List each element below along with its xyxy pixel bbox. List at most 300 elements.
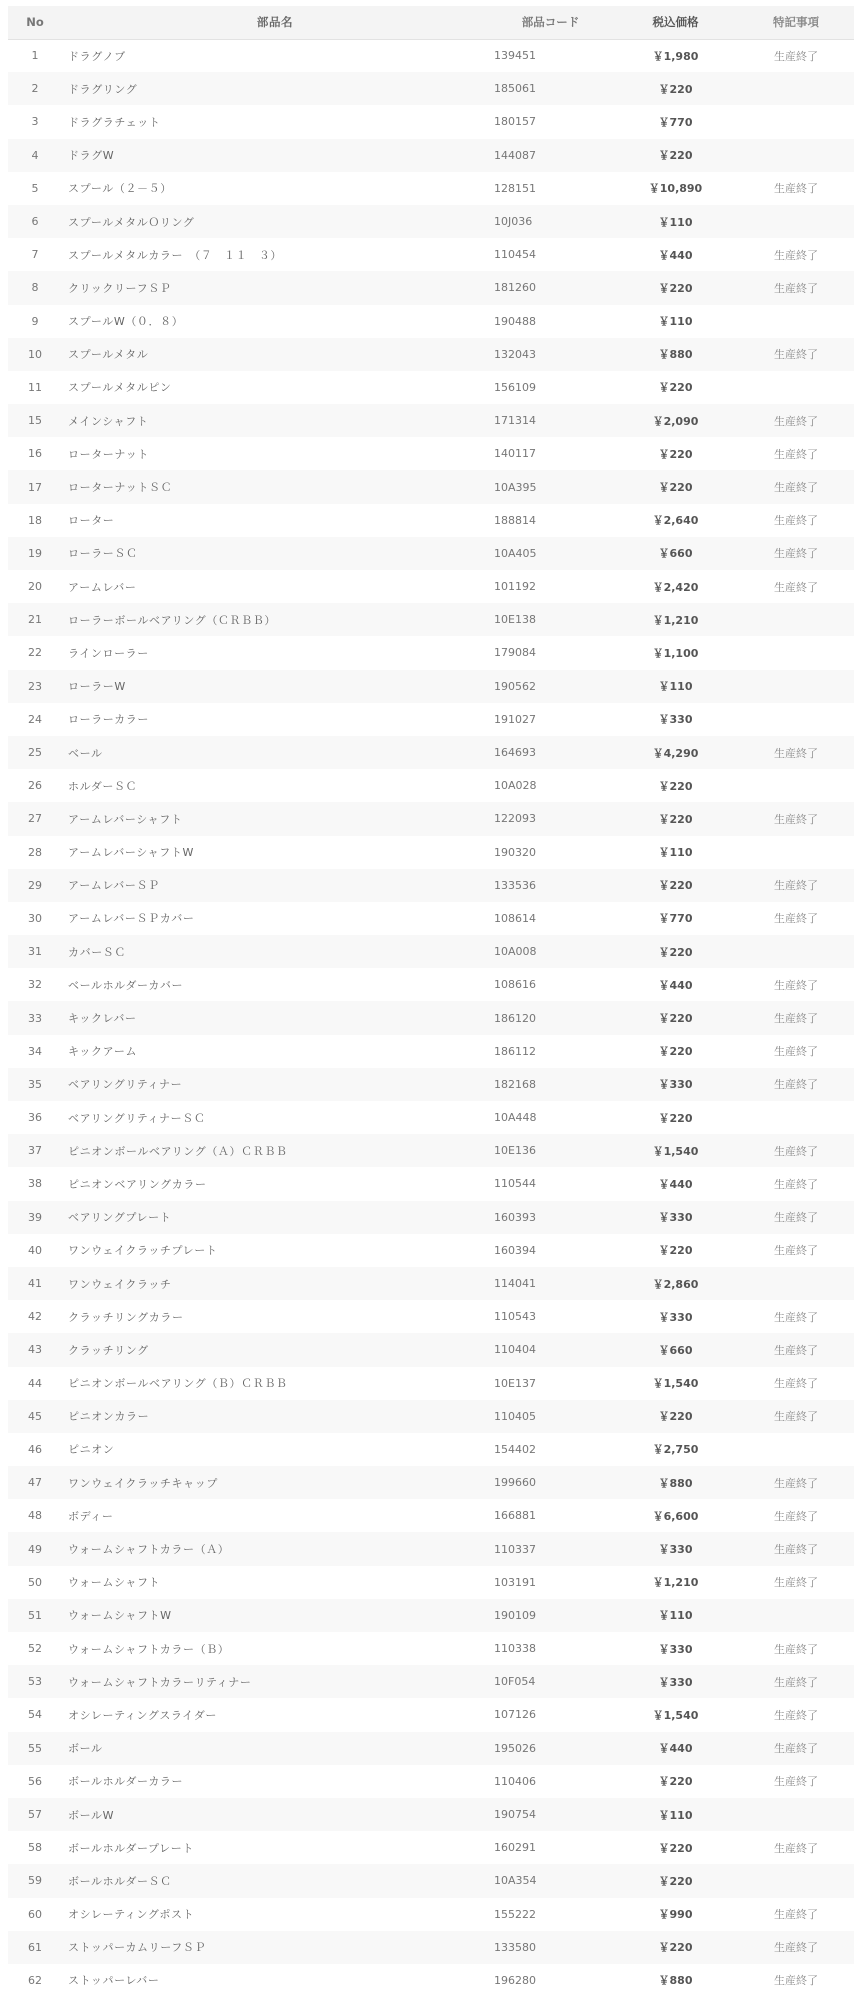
cell-part-code: 110404	[494, 1343, 536, 1357]
cell-price: ￥440	[658, 978, 693, 992]
cell-no: 8	[31, 281, 39, 295]
cell-part-code: 10A405	[494, 546, 537, 560]
cell-part-name: ストッパーカムリーフＳＰ	[68, 1941, 207, 1955]
cell-price: ￥330	[658, 713, 693, 727]
cell-part-name: クリックリーフＳＰ	[68, 281, 172, 295]
cell-part-code: 166881	[494, 1509, 536, 1523]
cell-part-code: 10F054	[494, 1675, 536, 1689]
cell-note: 生産終了	[774, 978, 818, 992]
cell-part-code: 108614	[494, 911, 536, 925]
table-row	[8, 570, 854, 603]
cell-note	[738, 371, 854, 404]
cell-note	[738, 1599, 854, 1632]
cell-price: ￥330	[658, 1211, 693, 1225]
cell-no: 1	[31, 49, 39, 63]
cell-part-name: ベールホルダーカバー	[68, 978, 184, 992]
cell-price: ￥6,600	[652, 1509, 699, 1523]
table-row	[8, 1068, 854, 1101]
cell-note	[738, 703, 854, 736]
table-row	[8, 271, 854, 304]
table-row	[8, 39, 854, 72]
cell-part-name: ベアリングリティナーＳＣ	[68, 1111, 206, 1125]
cell-no: 53	[28, 1675, 42, 1689]
cell-price: ￥990	[658, 1908, 693, 1922]
cell-price: ￥440	[658, 1177, 693, 1191]
cell-note	[738, 935, 854, 968]
cell-no: 20	[28, 580, 42, 594]
table-row	[8, 504, 854, 537]
parts-table	[8, 6, 854, 1997]
cell-part-code: 110454	[494, 248, 536, 262]
cell-price: ￥2,860	[652, 1277, 699, 1291]
table-row	[8, 836, 854, 869]
cell-note: 生産終了	[774, 1775, 818, 1789]
cell-part-name: ローラーＳＣ	[68, 547, 138, 561]
cell-price: ￥110	[658, 1808, 693, 1822]
cell-note: 生産終了	[774, 1410, 818, 1424]
header-note: 特記事項	[738, 6, 854, 39]
cell-part-name: オシレーティングポスト	[68, 1908, 195, 1922]
cell-note: 生産終了	[774, 1377, 818, 1391]
table-row	[8, 1001, 854, 1034]
cell-part-code: 191027	[494, 712, 536, 726]
cell-price: ￥880	[658, 1974, 693, 1988]
cell-part-code: 144087	[494, 148, 536, 162]
table-row	[8, 1499, 854, 1532]
cell-no: 50	[28, 1575, 42, 1589]
cell-part-name: ピニオンボールベアリング（Ａ）ＣＲＢＢ	[68, 1144, 288, 1158]
cell-no: 36	[28, 1111, 42, 1125]
cell-part-code: 10E138	[494, 613, 536, 627]
cell-part-code: 180157	[494, 115, 536, 129]
cell-part-name: アームレバー	[68, 580, 137, 594]
cell-part-code: 154402	[494, 1442, 536, 1456]
cell-price: ￥4,290	[652, 746, 699, 760]
cell-no: 38	[28, 1177, 42, 1191]
cell-price: ￥770	[658, 912, 693, 926]
cell-price: ￥1,980	[652, 49, 699, 63]
cell-price: ￥330	[658, 1543, 693, 1557]
cell-part-code: 156109	[494, 380, 536, 394]
table-row	[8, 1831, 854, 1864]
cell-price: ￥660	[658, 1343, 693, 1357]
cell-part-name: ボールホルダーＳＣ	[68, 1874, 172, 1888]
cell-price: ￥110	[658, 1609, 693, 1623]
table-row	[8, 437, 854, 470]
cell-part-code: 155222	[494, 1907, 536, 1921]
cell-note: 生産終了	[774, 879, 818, 893]
table-row	[8, 1367, 854, 1400]
table-row	[8, 1632, 854, 1665]
table-row	[8, 404, 854, 437]
cell-part-code: 190562	[494, 679, 536, 693]
cell-note: 生産終了	[774, 1144, 818, 1158]
table-row	[8, 537, 854, 570]
cell-part-name: ピニオンベアリングカラー	[68, 1177, 207, 1191]
table-row	[8, 1765, 854, 1798]
table-row	[8, 1898, 854, 1931]
cell-note	[738, 1433, 854, 1466]
table-row	[8, 371, 854, 404]
cell-price: ￥220	[658, 281, 693, 295]
cell-no: 26	[28, 779, 42, 793]
table-row	[8, 205, 854, 238]
cell-no: 7	[31, 248, 39, 262]
table-row	[8, 1532, 854, 1565]
table-row	[8, 902, 854, 935]
cell-note: 生産終了	[774, 1543, 818, 1557]
cell-note	[738, 1798, 854, 1831]
cell-price: ￥330	[658, 1642, 693, 1656]
cell-price: ￥220	[658, 1012, 693, 1026]
cell-part-code: 10J036	[494, 215, 533, 229]
cell-note: 生産終了	[774, 1177, 818, 1191]
table-row	[8, 1134, 854, 1167]
cell-note: 生産終了	[774, 414, 818, 428]
cell-no: 44	[28, 1376, 42, 1390]
cell-part-name: スプールメタルカラー （７ １１ ３）	[68, 248, 283, 262]
cell-part-name: ウォームシャフトカラー（Ｂ）	[68, 1642, 230, 1656]
table-row	[8, 769, 854, 802]
cell-note: 生産終了	[774, 1509, 818, 1523]
cell-part-name: スプールメタルピン	[68, 381, 172, 395]
cell-no: 55	[28, 1741, 42, 1755]
table-row	[8, 703, 854, 736]
table-row	[8, 1234, 854, 1267]
cell-note: 生産終了	[774, 1012, 818, 1026]
cell-part-code: 182168	[494, 1077, 536, 1091]
table-row	[8, 1599, 854, 1632]
cell-no: 22	[28, 646, 42, 660]
cell-price: ￥440	[658, 248, 693, 262]
table-row	[8, 1698, 854, 1731]
cell-note: 生産終了	[774, 1045, 818, 1059]
cell-no: 31	[28, 945, 42, 959]
cell-no: 40	[28, 1243, 42, 1257]
cell-part-code: 190488	[494, 314, 536, 328]
cell-part-code: 110543	[494, 1310, 536, 1324]
cell-note: 生産終了	[774, 481, 818, 495]
cell-price: ￥10,890	[648, 182, 703, 196]
cell-part-name: ボール	[68, 1742, 103, 1756]
table-row	[8, 1931, 854, 1964]
cell-note: 生産終了	[774, 1576, 818, 1590]
table-row	[8, 1732, 854, 1765]
cell-price: ￥220	[658, 1775, 693, 1789]
cell-note	[738, 603, 854, 636]
cell-part-code: 110405	[494, 1409, 536, 1423]
cell-part-code: 186112	[494, 1044, 536, 1058]
cell-no: 33	[28, 1011, 42, 1025]
cell-note: 生産終了	[774, 182, 818, 196]
cell-note: 生産終了	[774, 580, 818, 594]
table-row	[8, 1466, 854, 1499]
header-row	[8, 6, 854, 39]
table-row	[8, 1300, 854, 1333]
cell-part-code: 188814	[494, 513, 536, 527]
cell-part-code: 186120	[494, 1011, 536, 1025]
table-row	[8, 338, 854, 371]
cell-price: ￥220	[658, 779, 693, 793]
cell-no: 59	[28, 1874, 42, 1888]
cell-price: ￥220	[658, 1941, 693, 1955]
cell-no: 49	[28, 1542, 42, 1556]
table-row	[8, 1201, 854, 1234]
cell-part-name: スプール（２－５）	[68, 182, 172, 196]
table-row	[8, 802, 854, 835]
table-row	[8, 1665, 854, 1698]
cell-note	[738, 836, 854, 869]
cell-price: ￥220	[658, 1045, 693, 1059]
cell-note: 生産終了	[774, 248, 818, 262]
cell-no: 2	[31, 82, 39, 96]
table-row	[8, 1267, 854, 1300]
cell-no: 60	[28, 1907, 42, 1921]
cell-no: 16	[28, 447, 42, 461]
cell-price: ￥330	[658, 1310, 693, 1324]
cell-no: 3	[31, 115, 39, 129]
cell-note	[738, 769, 854, 802]
cell-part-name: ウォームシャフトカラー（Ａ）	[68, 1543, 230, 1557]
cell-note: 生産終了	[774, 1211, 818, 1225]
cell-note: 生産終了	[774, 1974, 818, 1988]
cell-no: 21	[28, 613, 42, 627]
cell-price: ￥2,420	[652, 580, 699, 594]
cell-no: 6	[31, 215, 39, 229]
cell-no: 23	[28, 679, 42, 693]
cell-price: ￥220	[658, 481, 693, 495]
cell-part-code: 185061	[494, 82, 536, 96]
cell-price: ￥220	[658, 381, 693, 395]
cell-no: 62	[28, 1973, 42, 1987]
cell-part-code: 171314	[494, 414, 536, 428]
cell-note: 生産終了	[774, 1642, 818, 1656]
cell-part-code: 140117	[494, 447, 536, 461]
cell-price: ￥110	[658, 215, 693, 229]
cell-part-name: スプールメタル	[68, 348, 149, 362]
header-part-code: 部品コード	[488, 6, 613, 39]
cell-part-name: クラッチリングカラー	[68, 1310, 184, 1324]
cell-no: 17	[28, 480, 42, 494]
header-part-name: 部品名	[62, 6, 488, 39]
table-header	[8, 6, 854, 39]
cell-note	[738, 670, 854, 703]
cell-price: ￥2,090	[652, 414, 699, 428]
cell-no: 35	[28, 1077, 42, 1091]
cell-price: ￥220	[658, 447, 693, 461]
cell-part-name: ワンウェイクラッチ	[68, 1277, 172, 1291]
cell-no: 10	[28, 347, 42, 361]
cell-price: ￥220	[658, 1244, 693, 1258]
cell-note: 生産終了	[774, 1476, 818, 1490]
cell-part-name: ピニオンカラー	[68, 1410, 150, 1424]
cell-price: ￥220	[658, 879, 693, 893]
cell-part-name: ベアリングプレート	[68, 1211, 172, 1225]
cell-note: 生産終了	[774, 447, 818, 461]
cell-part-name: ワンウェイクラッチプレート	[68, 1244, 218, 1258]
cell-note: 生産終了	[774, 1310, 818, 1324]
cell-part-name: ボールホルダープレート	[68, 1841, 194, 1855]
cell-part-name: アームレバーＳＰカバー	[68, 912, 195, 926]
cell-note: 生産終了	[774, 1244, 818, 1258]
table-row	[8, 1864, 854, 1897]
cell-note: 生産終了	[774, 547, 818, 561]
cell-price: ￥330	[658, 1078, 693, 1092]
cell-no: 11	[28, 380, 42, 394]
cell-part-code: 196280	[494, 1973, 536, 1987]
cell-note: 生産終了	[774, 1841, 818, 1855]
cell-price: ￥1,210	[652, 613, 699, 627]
cell-part-name: ウォームシャフトW	[68, 1609, 172, 1623]
cell-part-code: 110544	[494, 1177, 536, 1191]
cell-price: ￥880	[658, 1476, 693, 1490]
cell-part-code: 10A354	[494, 1874, 537, 1888]
cell-part-code: 110338	[494, 1642, 536, 1656]
cell-part-code: 133580	[494, 1940, 536, 1954]
cell-part-name: ボールW	[68, 1808, 115, 1822]
table-row	[8, 1433, 854, 1466]
cell-price: ￥220	[658, 149, 693, 163]
cell-no: 45	[28, 1409, 42, 1423]
cell-no: 27	[28, 812, 42, 826]
cell-no: 61	[28, 1940, 42, 1954]
cell-part-name: ドラグリング	[68, 82, 138, 96]
cell-note: 生産終了	[774, 281, 818, 295]
cell-price: ￥660	[658, 547, 693, 561]
cell-part-name: ローターナット	[68, 447, 149, 461]
cell-note: 生産終了	[774, 1343, 818, 1357]
cell-price: ￥220	[658, 1874, 693, 1888]
cell-note: 生産終了	[774, 1908, 818, 1922]
cell-part-name: ローラーカラー	[68, 713, 149, 727]
cell-part-name: ウォームシャフト	[68, 1576, 161, 1590]
cell-price: ￥1,210	[652, 1576, 699, 1590]
cell-part-name: ローターナットＳＣ	[68, 481, 173, 495]
cell-price: ￥880	[658, 348, 693, 362]
cell-note: 生産終了	[774, 812, 818, 826]
table-row	[8, 1101, 854, 1134]
cell-no: 52	[28, 1642, 42, 1656]
cell-part-code: 122093	[494, 812, 536, 826]
cell-part-name: アームレバーＳＰ	[68, 879, 160, 893]
cell-part-code: 133536	[494, 878, 536, 892]
cell-part-code: 190109	[494, 1608, 536, 1622]
cell-part-name: ピニオンボールベアリング（Ｂ）ＣＲＢＢ	[68, 1377, 288, 1391]
cell-note	[738, 636, 854, 669]
cell-price: ￥220	[658, 1410, 693, 1424]
cell-part-code: 128151	[494, 181, 536, 195]
cell-part-name: ボールホルダーカラー	[68, 1775, 184, 1789]
cell-part-code: 190320	[494, 845, 536, 859]
cell-part-code: 139451	[494, 49, 536, 63]
cell-price: ￥110	[658, 680, 693, 694]
cell-part-name: ベール	[68, 746, 103, 760]
table-row	[8, 1566, 854, 1599]
table-row	[8, 1035, 854, 1068]
cell-price: ￥2,750	[652, 1443, 699, 1457]
table-row	[8, 968, 854, 1001]
cell-note: 生産終了	[774, 1941, 818, 1955]
table-row	[8, 139, 854, 172]
cell-note	[738, 105, 854, 138]
cell-part-name: ボディー	[68, 1509, 114, 1523]
cell-part-name: ローラーW	[68, 680, 126, 694]
cell-part-name: キックレバー	[68, 1012, 137, 1026]
cell-part-code: 160394	[494, 1243, 536, 1257]
table-row	[8, 670, 854, 703]
cell-part-name: ラインローラー	[68, 646, 149, 660]
cell-part-code: 108616	[494, 978, 536, 992]
header-price: 税込価格	[613, 6, 738, 39]
table-row	[8, 172, 854, 205]
cell-part-code: 160291	[494, 1841, 536, 1855]
cell-note	[738, 305, 854, 338]
cell-price: ￥1,100	[652, 646, 699, 660]
cell-price: ￥770	[658, 115, 693, 129]
cell-part-code: 164693	[494, 746, 536, 760]
cell-price: ￥110	[658, 315, 693, 329]
cell-part-name: ローター	[68, 514, 115, 528]
cell-no: 24	[28, 712, 42, 726]
cell-part-code: 114041	[494, 1277, 536, 1291]
cell-no: 9	[31, 314, 39, 328]
cell-part-code: 103191	[494, 1575, 536, 1589]
cell-price: ￥220	[658, 812, 693, 826]
cell-part-code: 101192	[494, 580, 536, 594]
cell-no: 54	[28, 1708, 42, 1722]
cell-price: ￥1,540	[652, 1377, 699, 1391]
cell-part-code: 190754	[494, 1808, 536, 1822]
cell-part-code: 199660	[494, 1476, 536, 1490]
cell-price: ￥220	[658, 945, 693, 959]
cell-no: 58	[28, 1841, 42, 1855]
cell-note: 生産終了	[774, 514, 818, 528]
cell-note: 生産終了	[774, 1078, 818, 1092]
cell-part-code: 110406	[494, 1774, 536, 1788]
cell-note: 生産終了	[774, 1675, 818, 1689]
table-row	[8, 1798, 854, 1831]
cell-part-name: ベアリングリティナー	[68, 1078, 183, 1092]
cell-no: 25	[28, 746, 42, 760]
cell-note: 生産終了	[774, 1742, 818, 1756]
table-row	[8, 869, 854, 902]
cell-no: 43	[28, 1343, 42, 1357]
cell-no: 15	[28, 414, 42, 428]
cell-part-code: 179084	[494, 646, 536, 660]
cell-part-name: アームレバーシャフト	[68, 812, 183, 826]
table-row	[8, 736, 854, 769]
cell-no: 37	[28, 1144, 42, 1158]
cell-price: ￥330	[658, 1675, 693, 1689]
table-row	[8, 305, 854, 338]
cell-part-name: ピニオン	[68, 1443, 115, 1457]
cell-note	[738, 139, 854, 172]
parts-table-container	[8, 6, 854, 1997]
cell-part-code: 10A008	[494, 945, 537, 959]
table-row	[8, 1400, 854, 1433]
cell-no: 46	[28, 1442, 42, 1456]
cell-no: 32	[28, 978, 42, 992]
cell-part-name: スプールW（０．８）	[68, 315, 184, 329]
cell-note	[738, 1267, 854, 1300]
cell-price: ￥1,540	[652, 1144, 699, 1158]
cell-part-name: ウォームシャフトカラーリティナー	[68, 1675, 252, 1689]
cell-no: 5	[31, 181, 39, 195]
cell-part-code: 10A028	[494, 779, 537, 793]
cell-note	[738, 1864, 854, 1897]
cell-no: 42	[28, 1310, 42, 1324]
table-row	[8, 238, 854, 271]
